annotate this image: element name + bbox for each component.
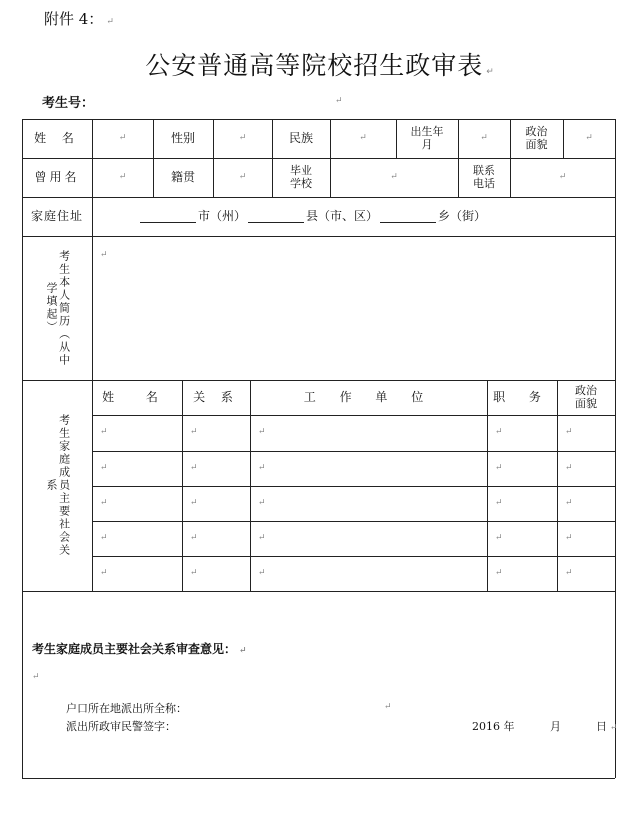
home-address-field[interactable] xyxy=(92,197,615,236)
city-blank[interactable] xyxy=(140,210,196,223)
county-blank[interactable] xyxy=(248,210,304,223)
native-place-label: 籍贯 xyxy=(170,169,195,184)
former-name-value[interactable]: ↵ xyxy=(118,172,127,183)
page-title: 公安普通高等院校招生政审表 ↵ xyxy=(145,51,495,80)
table-row[interactable]: ↵ ↵ ↵ ↵ ↵ xyxy=(100,568,573,578)
para-mark: ↵ xyxy=(335,96,343,106)
officer-signature-label: 派出所政审民警签字： xyxy=(66,720,176,733)
date-month: 月 xyxy=(550,720,561,733)
para-mark: ↵ xyxy=(32,672,40,682)
name-value[interactable]: ↵ xyxy=(118,133,127,144)
date-year: 2016 年 xyxy=(472,720,515,733)
political-status-value[interactable]: ↵ xyxy=(585,133,593,144)
gender-label: 性别 xyxy=(170,130,195,145)
birth-date-value[interactable]: ↵ xyxy=(480,133,488,144)
former-name-label: 曾用名 xyxy=(34,169,80,184)
para-mark: ↵ xyxy=(384,702,392,712)
exam-number-label: 考生号： xyxy=(42,96,95,111)
resume-field[interactable]: ↵ xyxy=(100,250,108,260)
home-address-label: 家庭住址 xyxy=(30,208,83,223)
table-row[interactable]: ↵ ↵ ↵ ↵ ↵ xyxy=(100,498,573,508)
date-day: 日 ↵ xyxy=(596,720,618,733)
contact-phone-label: 联系电话 xyxy=(473,163,495,190)
gender-value[interactable]: ↵ xyxy=(238,133,247,144)
family-header-work-unit: 工 作 单 位 xyxy=(303,389,434,404)
graduate-school-label: 毕业学校 xyxy=(290,163,312,190)
review-opinion-label: 考生家庭成员主要社会关系审查意见： ↵ xyxy=(32,642,247,656)
family-header-name: 姓 名 xyxy=(102,389,172,404)
family-relations-label: 考生家庭成员主要社会关系 xyxy=(45,414,71,557)
birth-date-label: 出生年月 xyxy=(410,124,444,151)
family-header-relation: 关 系 xyxy=(193,389,239,404)
ethnicity-label: 民族 xyxy=(288,130,313,145)
table-row[interactable]: ↵ ↵ ↵ ↵ ↵ xyxy=(100,533,573,543)
political-status-label: 政治面貌 xyxy=(525,124,548,151)
attachment-label: 附件 4： ↵ xyxy=(44,10,114,28)
ethnicity-value[interactable]: ↵ xyxy=(359,133,367,144)
township-blank[interactable] xyxy=(380,210,436,223)
city-label: 市（州） xyxy=(198,208,247,223)
native-place-value[interactable]: ↵ xyxy=(238,172,247,183)
family-header-political: 政治面貌 xyxy=(575,383,597,410)
contact-phone-value[interactable]: ↵ xyxy=(558,172,567,183)
name-label: 姓 名 xyxy=(34,130,80,145)
family-header-position: 职 务 xyxy=(493,389,551,404)
township-label: 乡（街） xyxy=(438,208,487,223)
table-row[interactable]: ↵ ↵ ↵ ↵ ↵ xyxy=(100,427,573,437)
graduate-school-value[interactable]: ↵ xyxy=(390,172,398,183)
police-station-label: 户口所在地派出所全称： xyxy=(66,702,187,715)
table-row[interactable]: ↵ ↵ ↵ ↵ ↵ xyxy=(100,463,573,473)
resume-label: 考生本人简历（从中学填起） xyxy=(45,249,71,367)
county-label: 县（市、区） xyxy=(306,208,379,223)
